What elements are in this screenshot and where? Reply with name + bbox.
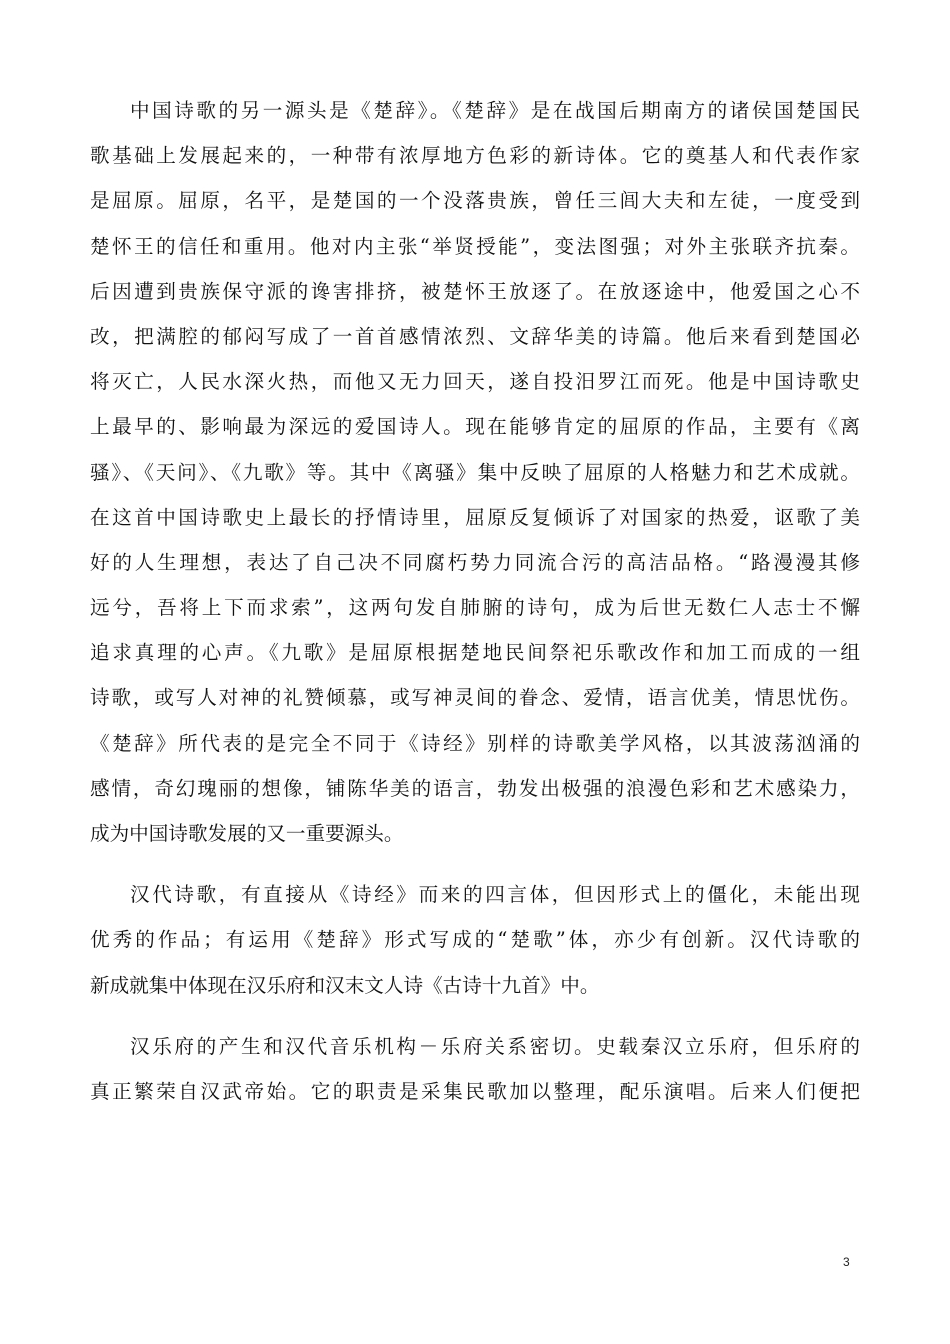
paragraph-chuci (90, 88, 860, 856)
text-line: 是屈原。屈原，名平，是楚国的一个没落贵族，曾任三闾大夫和左徒，一度受到 (90, 189, 860, 213)
document-body (90, 88, 860, 1114)
paragraph-han-yuefu (90, 1024, 860, 1114)
text-line: 真正繁荣自汉武帝始。它的职责是采集民歌加以整理，配乐演唱。后来人们便把 (90, 1079, 860, 1103)
text-line: 诗歌，或写人对神的礼赞倾慕，或写神灵间的眷念、爱情，语言优美，情思忧伤。 (90, 686, 860, 710)
paragraph-spacing (90, 1008, 860, 1024)
text-line: 优秀的作品；有运用《楚辞》形式写成的“楚歌”体，亦少有创新。汉代诗歌的 (90, 928, 860, 952)
text-line: 《楚辞》所代表的是完全不同于《诗经》别样的诗歌美学风格，以其波荡汹涌的 (90, 731, 860, 755)
text-line: 成为中国诗歌发展的又一重要源头。 (90, 822, 404, 845)
text-line: 好的人生理想，表达了自己决不同腐朽势力同流合污的高洁品格。“路漫漫其修 (90, 550, 860, 574)
paragraph-spacing (90, 856, 860, 872)
text-line: 远兮，吾将上下而求索”，这两句发自肺腑的诗句，成为后世无数仁人志士不懈 (90, 596, 860, 620)
text-line: 改，把满腔的郁闷写成了一首首感情浓烈、文辞华美的诗篇。他后来看到楚国必 (90, 324, 860, 348)
text-line: 歌基础上发展起来的，一种带有浓厚地方色彩的新诗体。它的奠基人和代表作家 (90, 144, 860, 168)
text-line: 感情，奇幻瑰丽的想像，铺陈华美的语言，勃发出极强的浪漫色彩和艺术感染力， (90, 776, 860, 800)
text-line: 新成就集中体现在汉乐府和汉末文人诗《古诗十九首》中。 (90, 973, 600, 997)
paragraph-han-poetry (90, 872, 860, 1008)
text-line: 楚怀王的信任和重用。他对内主张“举贤授能”，变法图强；对外主张联齐抗秦。 (90, 234, 860, 258)
text-line: 汉乐府的产生和汉代音乐机构－乐府关系密切。史载秦汉立乐府，但乐府的 (130, 1034, 860, 1058)
page-number: 3 (843, 1255, 850, 1269)
text-line: 追求真理的心声。《九歌》是屈原根据楚地民间祭祀乐歌改作和加工而成的一组 (90, 641, 860, 665)
text-line: 将灭亡，人民水深火热，而他又无力回天，遂自投汨罗江而死。他是中国诗歌史 (90, 370, 860, 394)
text-line: 后因遭到贵族保守派的谗害排挤，被楚怀王放逐了。在放逐途中，他爱国之心不 (90, 279, 860, 303)
text-line: 汉代诗歌，有直接从《诗经》而来的四言体，但因形式上的僵化，未能出现 (130, 883, 860, 907)
text-line: 上最早的、影响最为深远的爱国诗人。现在能够肯定的屈原的作品，主要有《离 (90, 415, 860, 439)
text-line: 骚》、《天问》、《九歌》等。其中《离骚》集中反映了屈原的人格魅力和艺术成就。 (90, 460, 860, 484)
text-line: 在这首中国诗歌史上最长的抒情诗里，屈原反复倾诉了对国家的热爱，讴歌了美 (90, 505, 860, 529)
text-line: 中国诗歌的另一源头是《楚辞》。《楚辞》是在战国后期南方的诸侯国楚国民 (130, 99, 860, 122)
